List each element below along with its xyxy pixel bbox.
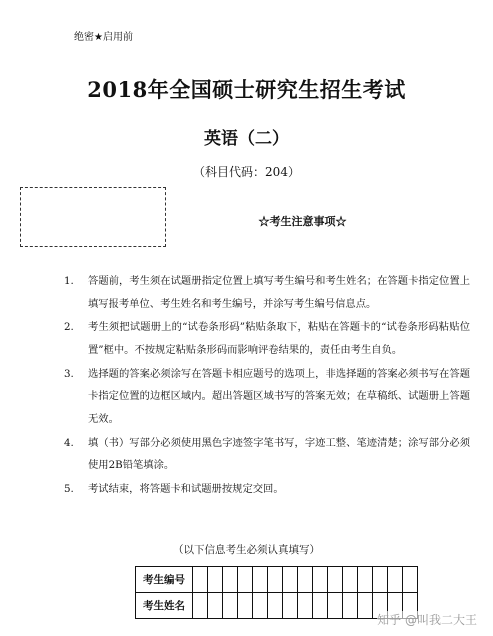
secret-mark: 绝密★启用前 <box>74 32 133 43</box>
notice-item <box>64 478 470 501</box>
notice-item-text: 填（书）写部分必须使用黑色字迹签字笔书写，字迹工整、笔迹清楚；涂写部分必须使用2B铅笔填涂。 <box>88 436 470 472</box>
exam-title: 2018年全国硕士研究生招生考试 <box>87 77 406 102</box>
info-input-cell[interactable] <box>388 567 403 593</box>
info-input-cell[interactable] <box>343 593 358 619</box>
info-input-cell[interactable] <box>253 567 268 593</box>
candidate-info-table <box>135 566 418 619</box>
info-input-cell[interactable] <box>193 567 208 593</box>
info-input-cell[interactable] <box>283 567 298 593</box>
notice-item <box>64 270 470 315</box>
notice-item <box>64 363 470 431</box>
notice-item-text: 考生须把试题册上的“试卷条形码”粘贴条取下，粘贴在答题卡的“试卷条形码粘贴位置”框中。不按规定粘贴条形码而影响评卷结果的，责任由考生自负。 <box>88 321 470 356</box>
info-form-heading: （以下信息考生必须认真填写） <box>173 544 320 556</box>
notice-item-number: 4. <box>64 436 74 449</box>
notice-item-text: 考试结束，将答题卡和试题册按规定交回。 <box>88 483 284 496</box>
info-input-cell[interactable] <box>208 593 223 619</box>
subject-title: 英语（二） <box>204 129 289 149</box>
subject-code: （科目代码：204） <box>193 165 300 179</box>
info-input-cell[interactable] <box>253 593 268 619</box>
info-row-label: 考生姓名 <box>136 593 193 619</box>
info-row <box>136 593 418 619</box>
info-input-cell[interactable] <box>313 593 328 619</box>
notice-item-number: 3. <box>64 367 74 380</box>
notice-item-number: 1. <box>64 275 74 287</box>
info-input-cell[interactable] <box>358 593 373 619</box>
info-input-cell[interactable] <box>208 567 223 593</box>
notice-list <box>64 270 470 502</box>
info-input-cell[interactable] <box>343 567 358 593</box>
info-input-cell[interactable] <box>238 567 253 593</box>
notice-item-text: 答题前，考生须在试题册指定位置上填写考生编号和考生姓名；在答题卡指定位置上填写报考单位、考生姓名和考生编号，并涂写考生编号信息点。 <box>88 275 470 310</box>
notice-title: ☆考生注意事项☆ <box>258 215 347 228</box>
info-input-cell[interactable] <box>298 567 313 593</box>
notice-item-text: 选择题的答案必须涂写在答题卡相应题号的选项上，非选择题的答案必须书写在答题卡指定位置的边框区域内。超出答题区域书写的答案无效；在草稿纸、试题册上答题无效。 <box>88 367 470 425</box>
notice-item <box>64 432 470 477</box>
info-row <box>136 567 418 593</box>
info-input-cell[interactable] <box>283 593 298 619</box>
notice-item-number: 2. <box>64 321 74 334</box>
info-input-cell[interactable] <box>313 567 328 593</box>
info-input-cell[interactable] <box>238 593 253 619</box>
info-input-cell[interactable] <box>223 593 238 619</box>
notice-item <box>64 316 470 361</box>
info-input-cell[interactable] <box>223 567 238 593</box>
watermark: 知乎 @叫我二大王 <box>377 613 477 627</box>
info-input-cell[interactable] <box>268 593 283 619</box>
info-input-cell[interactable] <box>328 593 343 619</box>
notice-item-number: 5. <box>64 483 74 496</box>
info-row-label: 考生编号 <box>136 567 193 593</box>
info-input-cell[interactable] <box>373 567 388 593</box>
info-input-cell[interactable] <box>268 567 283 593</box>
info-input-cell[interactable] <box>298 593 313 619</box>
info-input-cell[interactable] <box>328 567 343 593</box>
info-input-cell[interactable] <box>358 567 373 593</box>
info-input-cell[interactable] <box>403 567 418 593</box>
info-input-cell[interactable] <box>193 593 208 619</box>
